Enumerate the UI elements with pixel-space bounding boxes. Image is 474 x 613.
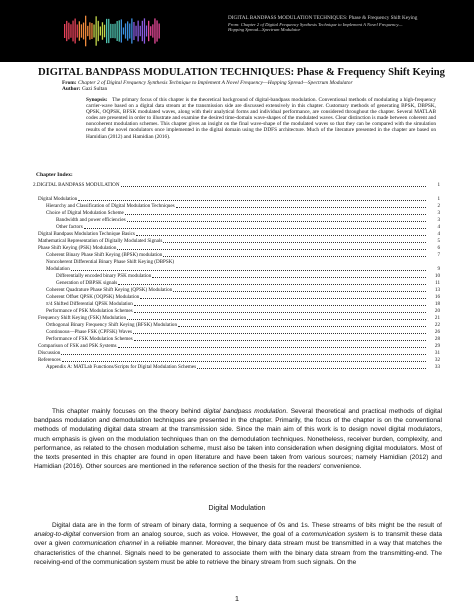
synopsis-label: Synopsis: bbox=[86, 97, 108, 103]
waveform-bar bbox=[142, 21, 143, 41]
toc-entry-title: Comparison of FSK and PSK Systems bbox=[38, 343, 117, 349]
toc-dot-leader bbox=[125, 214, 426, 215]
toc-entry-page: 7 bbox=[437, 252, 440, 258]
toc-entry[interactable] bbox=[46, 266, 440, 272]
toc-entry-page: 20 bbox=[434, 308, 440, 314]
toc-entry[interactable] bbox=[56, 280, 440, 286]
toc-dot-leader bbox=[127, 319, 426, 320]
toc-entry[interactable] bbox=[38, 238, 440, 244]
waveform-bar bbox=[156, 20, 157, 41]
toc-dot-leader bbox=[117, 249, 426, 250]
waveform-bar bbox=[140, 26, 141, 36]
waveform-bar bbox=[98, 21, 99, 41]
toc-entry[interactable] bbox=[46, 301, 440, 307]
toc-entry-page: 32 bbox=[434, 357, 440, 363]
waveform-bar bbox=[135, 26, 136, 37]
toc-entry-title: Generation of DBPSK signals bbox=[56, 280, 118, 286]
waveform-bar bbox=[81, 24, 82, 37]
toc-dot-leader bbox=[134, 305, 426, 306]
waveform-bar bbox=[66, 21, 67, 41]
waveform-bar bbox=[131, 18, 132, 43]
waveform-bar bbox=[104, 25, 105, 38]
toc-entry[interactable] bbox=[46, 322, 440, 328]
toc-entry-title: Orthogonal Binary Frequency Shift Keying (BFSK) Modulation bbox=[46, 322, 178, 328]
toc-dot-leader bbox=[163, 256, 426, 257]
document-title: DIGITAL BANDPASS MODULATION TECHNIQUES: Phase & Frequency Shift Keying bbox=[38, 67, 445, 78]
waveform-bar bbox=[70, 24, 71, 37]
waveform-bar bbox=[138, 21, 139, 42]
toc-entry[interactable] bbox=[33, 182, 440, 188]
toc-entry[interactable] bbox=[46, 203, 440, 209]
toc-entry[interactable] bbox=[46, 336, 440, 342]
toc-entry-page: 11 bbox=[435, 280, 440, 286]
waveform-bar bbox=[89, 22, 90, 39]
waveform-bar bbox=[75, 19, 76, 44]
toc-dot-leader bbox=[118, 284, 426, 285]
toc-dot-leader bbox=[140, 298, 426, 299]
toc-entry-title: π/4 Shifted Differential QPSK Modulation bbox=[46, 301, 133, 307]
toc-entry-title: Differentially encoded binary PSK modulation bbox=[56, 273, 152, 279]
waveform-bar bbox=[121, 19, 122, 42]
header-banner bbox=[0, 0, 474, 62]
waveform-bar bbox=[79, 21, 80, 40]
toc-dot-leader bbox=[176, 207, 426, 208]
toc-entry-title: 2.DIGITAL BANDPASS MODULATION bbox=[33, 182, 120, 188]
toc-entry[interactable] bbox=[56, 224, 440, 230]
toc-entry[interactable] bbox=[46, 287, 440, 293]
banner-text bbox=[228, 16, 468, 33]
toc-entry-page: 2 bbox=[437, 203, 440, 209]
toc-entry-page: 1 bbox=[437, 196, 440, 202]
toc-entry[interactable] bbox=[56, 273, 440, 279]
toc-entry[interactable] bbox=[38, 350, 440, 356]
waveform-bar bbox=[64, 24, 65, 38]
toc-entry-title: Coherent Offset QPSK (OQPSK) Modulation bbox=[46, 294, 140, 300]
toc-dot-leader bbox=[173, 291, 426, 292]
toc-entry-title: Phase Shift Keying (PSK) Modulation bbox=[38, 245, 117, 251]
waveform-bar bbox=[119, 20, 120, 41]
waveform-bar bbox=[146, 26, 147, 37]
toc-entry[interactable] bbox=[46, 364, 440, 370]
toc-entry-page: 29 bbox=[434, 343, 440, 349]
toc-entry-title: Performance of FSK Modulation Schemes bbox=[46, 336, 133, 342]
toc-entry-title: Coherent Quadrature Phase Shift Keying (QPSK) Modulation bbox=[46, 287, 173, 293]
waveform-bar bbox=[77, 24, 78, 37]
toc-entry[interactable] bbox=[38, 343, 440, 349]
waveform-bar bbox=[148, 21, 149, 41]
waveform-bar bbox=[112, 24, 113, 38]
toc-entry-page: 5 bbox=[437, 238, 440, 244]
waveform-bar bbox=[159, 23, 160, 38]
toc-dot-leader bbox=[197, 368, 426, 369]
banner-source-line-2: Hopping Spread—Spectrum Modulator bbox=[228, 27, 301, 33]
toc-dot-leader bbox=[118, 347, 426, 348]
toc-entry-page: 33 bbox=[434, 364, 440, 370]
toc-entry-page: 4 bbox=[437, 224, 440, 230]
waveform-bar bbox=[110, 24, 111, 38]
toc-entry-title: Digital Bandpass Modulation Technique Basics bbox=[38, 231, 135, 237]
digital-modulation-paragraph: Digital data are in the form of stream of binary data, forming a sequence of 0s and 1s. These streams of bits might be the result of analog-to-digital conversion from an analog source, such as voice. However, the goal of a communication system is to transmit these data over a given communication channel in a reliable manner. Moreover, the binary data stream must be transmitted in a way that matches the characteristics of the channel. Signals need to be generated to associate them with the binary data stream from the transmitting-end. The receiving-end of the communication system must be able to retrieve the binary stream from such signals. On the bbox=[34, 522, 443, 566]
author-line: Author: Gazi Sultan bbox=[62, 86, 108, 92]
toc-entry-title: Appendix A: MATLab Functions/Scripts for Digital Modulation Schemes bbox=[46, 364, 197, 370]
waveform-bar bbox=[125, 23, 126, 38]
toc-entry-page: 13 bbox=[434, 287, 440, 293]
waveform-bar bbox=[117, 21, 118, 41]
toc-entry-page: 22 bbox=[434, 322, 440, 328]
waveform-logo bbox=[62, 8, 162, 54]
from-line: From: Chapter 2 of Digital Frequency Synthesis Technique to Implement A Novel Frequency—Hopping Spread—Spectrum Modulator bbox=[62, 80, 353, 86]
toc-entry-page: 3 bbox=[437, 217, 440, 223]
waveform-bar bbox=[91, 23, 92, 39]
banner-source-line: From: Chapter 2 of Digital Frequency Synthesis Technique to Implement A Novel Frequency— bbox=[228, 21, 403, 27]
toc-entry[interactable] bbox=[46, 308, 440, 314]
chapter-index-heading: Chapter Index: bbox=[36, 172, 73, 178]
waveform-bar bbox=[83, 23, 84, 40]
toc-entry[interactable] bbox=[38, 357, 440, 363]
toc-entry-title: Frequency Shift Keying (FSK) Modulation bbox=[38, 315, 127, 321]
toc-entry-title: Hierarchy and Classification of Digital Modulation Techniques bbox=[46, 203, 175, 209]
waveform-bar bbox=[85, 16, 86, 47]
toc-dot-leader bbox=[163, 242, 426, 243]
toc-entry[interactable] bbox=[38, 245, 440, 251]
toc-entry-page: 26 bbox=[434, 329, 440, 335]
waveform-bar bbox=[127, 21, 128, 40]
toc-entry[interactable] bbox=[56, 217, 440, 223]
toc-entry-page: 9 bbox=[437, 266, 440, 272]
waveform-bar bbox=[93, 24, 94, 37]
toc-dot-leader bbox=[71, 270, 426, 271]
toc-dot-leader bbox=[134, 340, 426, 341]
waveform-bar bbox=[150, 26, 151, 36]
waveform-bar bbox=[100, 26, 101, 35]
toc-entry[interactable] bbox=[38, 231, 440, 237]
toc-entry-title: Bandwidth and power efficiencies bbox=[56, 217, 126, 223]
banner-title: DIGITAL BANDPASS MODULATION TECHNIQUES: Phase & Frequency Shift Keying bbox=[228, 15, 418, 21]
toc-entry-title: Digital Modulation bbox=[38, 196, 78, 202]
toc-dot-leader bbox=[127, 221, 426, 222]
toc-entry-page: 3 bbox=[437, 210, 440, 216]
toc-entry-title: Performance of PSK Modulation Schemes bbox=[46, 308, 133, 314]
waveform-bar bbox=[129, 23, 130, 38]
page-number: 1 bbox=[234, 594, 240, 603]
toc-dot-leader bbox=[84, 228, 426, 229]
toc-entry[interactable] bbox=[46, 259, 440, 265]
toc-entry[interactable] bbox=[46, 252, 440, 258]
waveform-bar bbox=[102, 22, 103, 40]
toc-entry-page: 16 bbox=[434, 294, 440, 300]
toc-dot-leader bbox=[133, 333, 426, 334]
toc-entry-page: 10 bbox=[434, 273, 440, 279]
toc-entry-page: 28 bbox=[434, 336, 440, 342]
toc-entry-page: 1 bbox=[437, 182, 440, 188]
toc-entry-title: Choice of Digital Modulation Scheme bbox=[46, 210, 124, 216]
toc-entry[interactable] bbox=[46, 210, 440, 216]
toc-entry-title: Continuous—Phase FSK (CPFSK) Waves bbox=[46, 329, 132, 335]
waveform-bar bbox=[87, 26, 88, 36]
toc-dot-leader bbox=[152, 277, 426, 278]
waveform-bar bbox=[123, 27, 124, 34]
toc-entry-title: Noncoherent Differential Binary Phase Shift Keying (DBPSK) bbox=[46, 259, 175, 265]
toc-entry-title: Modulation bbox=[46, 266, 70, 272]
toc-entry[interactable] bbox=[38, 196, 440, 202]
toc-entry-page: 4 bbox=[437, 231, 440, 237]
toc-entry-page: 6 bbox=[437, 245, 440, 251]
toc-dot-leader bbox=[136, 235, 426, 236]
waveform-bar bbox=[68, 23, 69, 40]
toc-entry-page: 18 bbox=[434, 301, 440, 307]
waveform-bar bbox=[144, 18, 145, 43]
toc-entry-page: 21 bbox=[434, 315, 440, 321]
toc-entry-title: Discussion bbox=[38, 350, 61, 356]
toc-dot-leader bbox=[178, 326, 426, 327]
toc-entry-title: Mathematical Representation of Digitally Modulated Signals bbox=[38, 238, 163, 244]
intro-paragraph: This chapter mainly focuses on the theory behind digital bandpass modulation. Several theoretical and practical methods of digital bandpass modulation and demodulation techniques are presented in the chapter. Primarily, the focus of the chapter is on the conventional methods of modulating digital data stream at the transmission side. Since the main aim of this work is to design novel digital modulators, much emphasis is given on the modulation techniques than on the demodulation techniques. Nonetheless, receiver burden, complexity, and performance, as related to the chosen modulation scheme, must also be taken into consideration when designing digital modulators. Most of the texts presented in this chapter are found in open literature and have been taken from various sources; namely Hamidian (2012) and Hamidian (2016). Other sources are mentioned in the reference section of the thesis for the readers' convenience. bbox=[34, 408, 443, 471]
waveform-bar bbox=[106, 19, 107, 43]
toc-entry-title: Coherent Binary Phase Shift Keying (BPSK) modulation bbox=[46, 252, 163, 258]
waveform-bar bbox=[133, 22, 134, 40]
toc-dot-leader bbox=[62, 361, 426, 362]
toc-entry-page: 31 bbox=[434, 350, 440, 356]
toc-dot-leader bbox=[134, 312, 426, 313]
toc-entry-title: References bbox=[38, 357, 61, 363]
toc-entry[interactable] bbox=[46, 294, 440, 300]
toc-entry-title: Other factors bbox=[56, 224, 83, 230]
waveform-bar bbox=[108, 19, 109, 43]
synopsis-text: The primary focus of this chapter is the theoretical background of digital-bandpass modulation. Conventional methods of modulating a high-frequency carrier-wave based on a digital data stream at the transmission side are discussed extensively in this chapter. Customary methods of generating BPSK, DBPSK, QPSK, OQPSK, BFSK modulated waves, along with their analytical forms and individual performance, are considered throughout the chapter. Several MATLAB codes are presented in order to illustrate and examine the desired time-domain wave-shapes of the modulated waves. Clear distinction is made between coherent and noncoherent modulation schemes. This chapter gives an insight on the final wave-shape of the modulated waves so that they can be compared with the simulation results of the novel modulators once implemented in the digital domain using the DDFS architecture. Much of the literature presented in the chapter are based on Hamidian (2012) and Hamidian (2016). bbox=[86, 97, 436, 140]
waveform-bar bbox=[152, 24, 153, 37]
synopsis bbox=[86, 97, 436, 140]
waveform-bar bbox=[114, 24, 115, 39]
toc-dot-leader bbox=[121, 186, 426, 187]
toc-dot-leader bbox=[78, 200, 426, 201]
waveform-bar bbox=[96, 16, 97, 45]
toc-dot-leader bbox=[61, 354, 426, 355]
waveform-bar bbox=[154, 18, 155, 43]
waveform-bar bbox=[72, 21, 73, 42]
toc-entry[interactable] bbox=[46, 329, 440, 335]
section-heading: Digital Modulation bbox=[208, 503, 266, 512]
toc-entry[interactable] bbox=[38, 315, 440, 321]
